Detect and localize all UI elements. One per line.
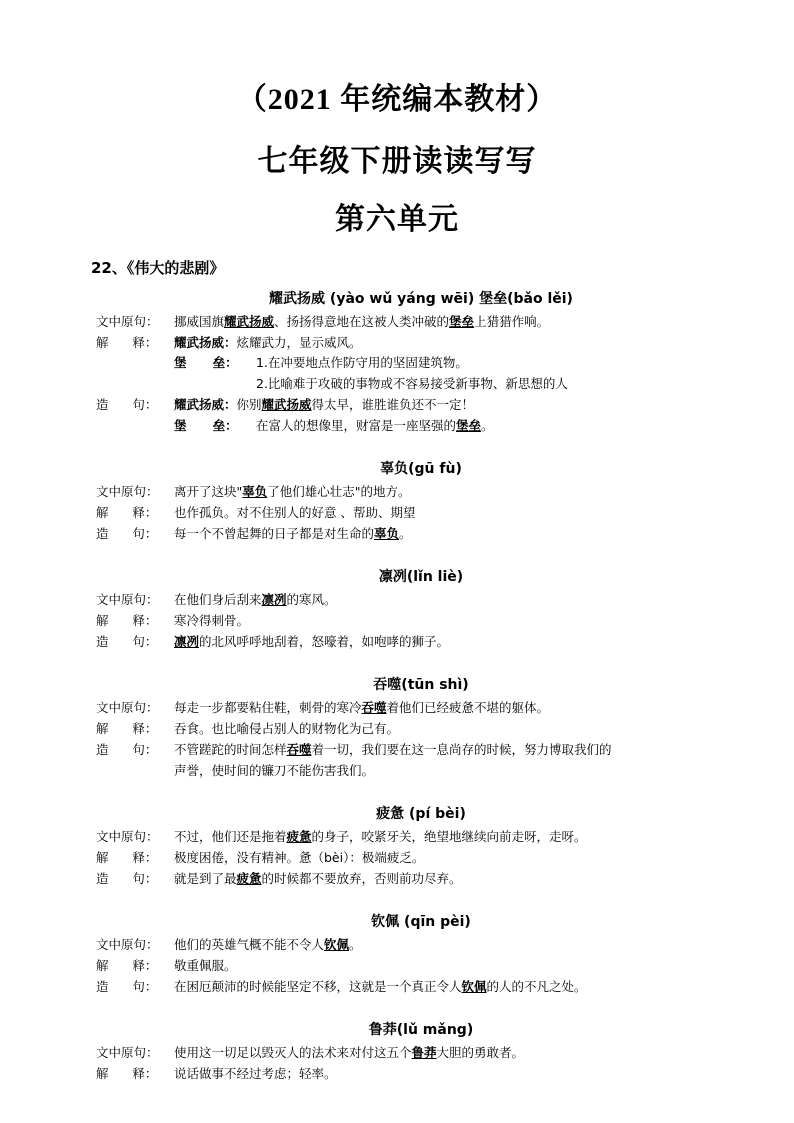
row-label: 文中原句： [96,937,159,953]
vocab-entry [96,674,746,781]
row-label: 解 释： [96,958,158,974]
explanation-row: 解 释： 吞食。也比喻侵占别人的财物化为己有。 [96,719,746,740]
original-sentence-row: 文中原句： 不过，他们还是拖着疲惫的身子，咬紧牙关，绝望地继续向前走呀，走呀。 [96,827,746,848]
row-label: 造 句： [96,870,158,886]
row-label: 解 释： [96,504,158,520]
example-sentence-row: 造 句： 在困厄颠沛的时候能坚定不移，这就是一个真正令人钦佩的人的不凡之处。 [96,977,746,998]
row-label: 解 释： [96,334,158,350]
example-sentence-row: 造 句： 每一个不曾起舞的日子都是对生命的辜负。 [96,524,746,545]
keyword: 吞噬 [286,741,312,757]
example-sentence-row: 造 句： 耀武扬威：你别耀武扬威得太早，谁胜谁负还不一定！ [96,395,746,416]
row-label: 文中原句： [96,484,159,500]
example-sentence-row: 声誉，使时间的镰刀不能伤害我们。 [174,762,375,778]
keyword: 疲惫 [236,870,262,886]
row-label: 造 句： [96,741,158,757]
keyword: 钦佩 [461,978,487,994]
row-label: 造 句： [96,396,158,412]
example-sentence-row: 造 句： 凛冽的北风呼呼地刮着，怒嚎着，如咆哮的狮子。 [96,632,746,653]
vocab-heading: 疲惫 (pí bèi) [376,806,466,823]
row-label: 文中原句： [96,829,159,845]
keyword: 耀武扬威： [174,334,237,350]
vocab-heading: 钦佩 (qīn pèi) [371,914,471,931]
lesson-heading: 22、《伟大的悲剧》 [91,259,225,277]
row-label: 文中原句： [96,1045,159,1061]
row-label: 文中原句： [96,592,159,608]
vocab-entry [96,803,746,889]
keyword: 耀武扬威 [261,396,312,412]
original-sentence-row: 文中原句： 在他们身后刮来凛冽的寒风。 [96,590,746,611]
doc-title-grade: 七年级下册读读写写 [257,145,537,178]
doc-title-edition: （2021 年统编本教材） [236,83,558,116]
keyword: 钦佩 [324,937,350,953]
row-text: 挪威国旗耀武扬威、扬扬得意地在这被人类冲破的堡垒上猎猎作响。 [174,314,550,329]
original-sentence-row: 文中原句： 离开了这块"辜负了他们雄心壮志"的地方。 [96,482,746,503]
explanation-row: 解 释： 说话做事不经过考虑；轻率。 [96,1064,746,1085]
vocab-heading: 耀武扬威 (yào wǔ yáng wēi) 堡垒(bǎo lěi) [269,291,573,307]
keyword: 鲁莽 [411,1045,437,1061]
vocab-heading: 吞噬(tūn shì) [373,677,469,694]
vocab-heading: 凛冽(lǐn liè) [378,569,464,586]
keyword: 辜负 [242,484,268,500]
keyword: 凛冽 [261,592,287,608]
example-sentence-row: 造 句： 就是到了最疲惫的时候都不要放弃，否则前功尽弃。 [96,869,746,890]
vocab-entry [96,1019,746,1084]
vocab-entry [96,566,746,652]
vocab-heading: 辜负(gū fù) [380,461,462,478]
keyword: 吞噬 [361,700,387,716]
keyword: 堡垒 [456,417,482,433]
explanation-row: 解 释： 极度困倦，没有精神。惫（bèi）：极端疲乏。 [96,848,746,869]
row-label: 造 句： [96,633,158,649]
keyword: 耀武扬威： [174,396,237,412]
vocab-entry [96,458,746,544]
original-sentence-row: 文中原句： 他们的英雄气概不能不令人钦佩。 [96,935,746,956]
keyword: 凛冽 [174,633,200,649]
explanation-row: 解 释： 耀武扬威：炫耀武力，显示威风。 [96,333,746,354]
row-label: 文中原句： [96,314,159,329]
keyword: 堡 垒： [174,355,238,371]
row-label: 造 句： [96,978,158,994]
row-label: 造 句： [96,525,158,541]
vocab-entry [96,288,746,436]
keyword: 辜负 [374,525,400,541]
explanation-row: 解 释： 也作孤负。对不住别人的好意 、帮助、期望 [96,503,746,524]
row-label: 解 释： [96,613,158,629]
example-sentence-row: 堡 垒： 在富人的想像里，财富是一座坚强的堡垒。 [96,416,746,437]
vocab-list [96,288,746,1107]
explanation-row: 2.比喻难于攻破的事物或不容易接受新事物、新思想的人 [256,376,568,392]
vocab-entry [96,911,746,997]
row-label: 解 释： [96,1066,158,1082]
row-label: 解 释： [96,721,158,737]
original-sentence-row [96,312,746,333]
keyword: 疲惫 [286,829,312,845]
vocab-heading: 鲁莽(lǔ mǎng) [368,1022,474,1039]
keyword: 堡垒 [449,314,475,329]
original-sentence-row: 文中原句： 使用这一切足以毁灭人的法术来对付这五个鲁莽大胆的勇敢者。 [96,1043,746,1064]
explanation-row: 解 释： 寒冷得刺骨。 [96,611,746,632]
row-label: 文中原句： [96,700,159,716]
explanation-row: 解 释： 敬重佩服。 [96,956,746,977]
doc-title-unit: 第六单元 [335,203,459,236]
keyword: 堡 垒： [174,417,238,433]
explanation-row: 堡 垒： 1.在冲要地点作防守用的坚固建筑物。 [96,353,746,374]
original-sentence-row: 文中原句： 每走一步都要粘住鞋，刺骨的寒冷吞噬着他们已经疲惫不堪的躯体。 [96,698,746,719]
example-sentence-row: 造 句： 不管蹉跎的时间怎样吞噬着一切，我们要在这一息尚存的时候，努力博取我们的 [96,740,746,761]
row-label: 解 释： [96,849,158,865]
keyword: 耀武扬威 [224,314,275,329]
